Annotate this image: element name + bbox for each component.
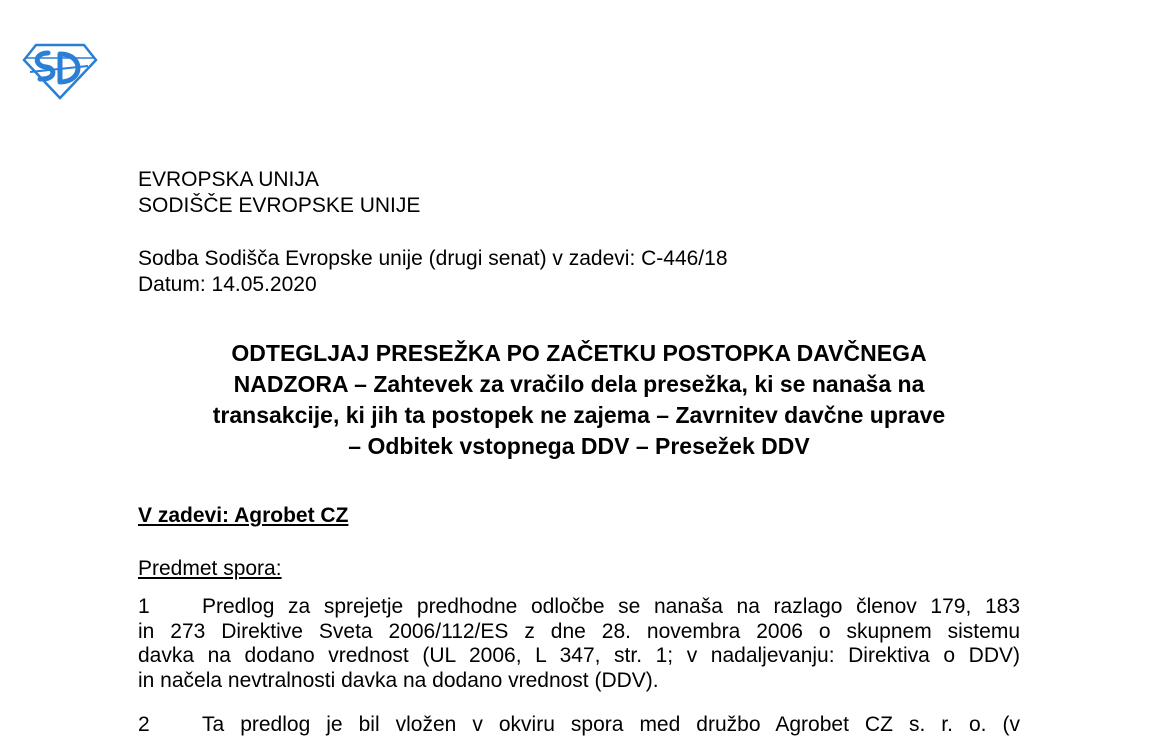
paragraph-line: davka na dodano vrednost (UL 2006, L 347, str. 1; v nadaljevanju: Direktiva o DDV)	[138, 644, 1020, 667]
matter-heading: V zadevi: Agrobet CZ	[138, 504, 349, 527]
paragraph-line	[138, 713, 1020, 738]
paragraph-number: 1	[138, 595, 150, 618]
title-line: ODTEGLJAJ PRESEŽKA PO ZAČETKU POSTOPKA DAVČNEGA	[231, 340, 927, 366]
subject-heading: Predmet spora:	[138, 557, 282, 580]
paragraph-line	[138, 595, 1020, 620]
paragraph-line: in 273 Direktive Sveta 2006/112/ES z dne 28. novembra 2006 o skupnem sistemu	[138, 619, 1020, 643]
title-line: NADZORA – Zahtevek za vračilo dela presežka, ki se nanaša na	[233, 371, 925, 397]
paragraph-text: Predlog za sprejetje predhodne odločbe se nanaša na razlago členov 179, 183	[202, 595, 1020, 618]
case-reference: Sodba Sodišča Evropske unije (drugi senat) v zadevi: C-446/18	[138, 247, 728, 270]
paragraph	[138, 595, 1020, 693]
paragraph-line: in načela nevtralnosti davka na dodano vrednost (DDV).	[138, 668, 659, 692]
judgment-title	[138, 338, 1020, 462]
paragraph	[138, 713, 1020, 738]
judgment-date: Datum: 14.05.2020	[138, 273, 317, 296]
title-line: – Odbitek vstopnega DDV – Presežek DDV	[348, 433, 810, 459]
title-line: transakcije, ki jih ta postopek ne zajema – Zavrnitev davčne uprave	[212, 402, 946, 428]
paragraph-text: Ta predlog je bil vložen v okviru spora med družbo Agrobet CZ s. r. o. (v	[202, 713, 1020, 736]
header-line-union: EVROPSKA UNIJA	[138, 168, 319, 191]
header-line-court: SODIŠČE EVROPSKE UNIJE	[138, 194, 421, 217]
paragraph-number: 2	[138, 713, 150, 736]
court-logo-icon	[22, 42, 98, 100]
